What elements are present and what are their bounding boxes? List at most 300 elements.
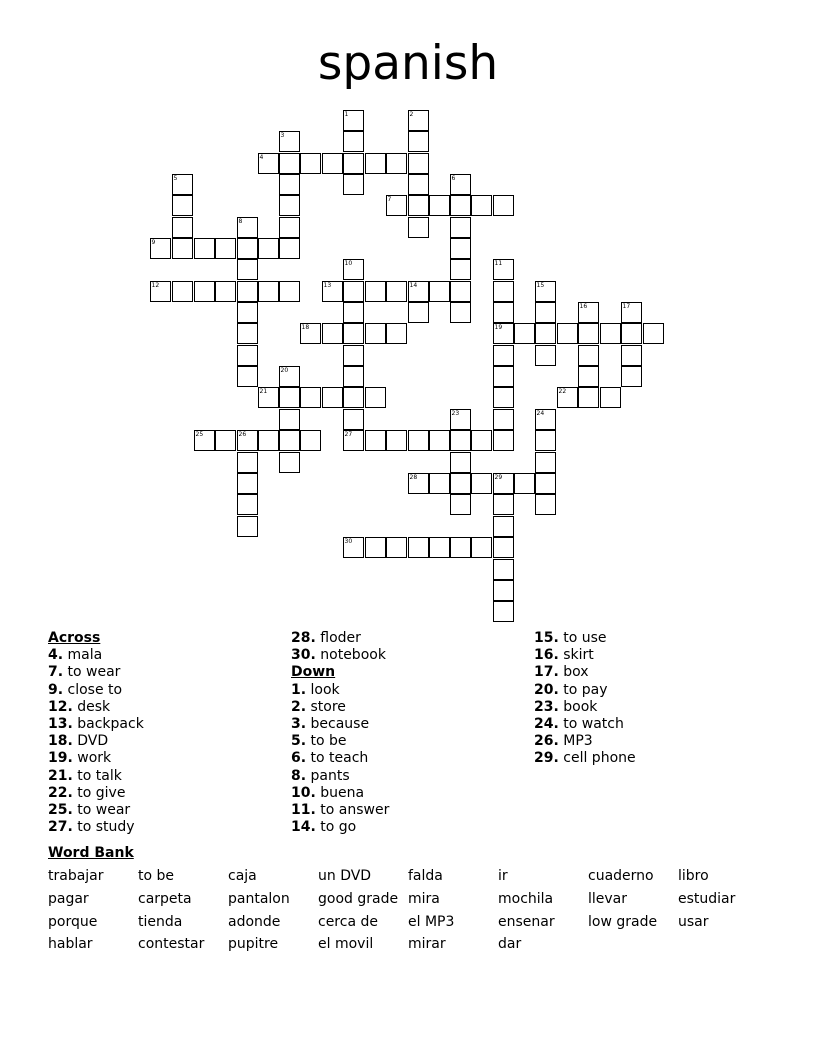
- grid-cell[interactable]: [300, 323, 321, 344]
- grid-cell[interactable]: [237, 452, 258, 473]
- grid-cell[interactable]: [493, 302, 514, 323]
- grid-cell[interactable]: [279, 387, 300, 408]
- clue-text: to go: [315, 819, 357, 836]
- word-bank-item: contestar: [138, 936, 205, 952]
- clue-number: 22.: [48, 784, 73, 801]
- grid-cell[interactable]: [493, 195, 514, 216]
- clue-number-label: 3: [280, 131, 285, 139]
- grid-cell[interactable]: [493, 559, 514, 580]
- clue-column-3: [534, 630, 636, 768]
- clue-text: backpack: [72, 716, 144, 733]
- grid-cell[interactable]: [386, 195, 407, 216]
- clue-number: 28.: [291, 630, 316, 646]
- grid-cell[interactable]: [408, 110, 429, 131]
- grid-cell[interactable]: [493, 580, 514, 601]
- clue-item: [291, 647, 389, 664]
- grid-cell[interactable]: [237, 366, 258, 387]
- clue-number-label: 7: [387, 195, 392, 203]
- grid-cell[interactable]: [535, 494, 556, 515]
- clue-number: 21.: [48, 767, 73, 784]
- grid-cell[interactable]: [535, 452, 556, 473]
- clue-number-label: 26: [238, 430, 247, 438]
- grid-cell[interactable]: [621, 302, 642, 323]
- grid-cell[interactable]: [408, 195, 429, 216]
- clue-number-label: 13: [323, 281, 332, 289]
- grid-cell[interactable]: [365, 281, 386, 302]
- grid-cell[interactable]: [493, 366, 514, 387]
- grid-cell[interactable]: [237, 430, 258, 451]
- grid-cell[interactable]: [258, 387, 279, 408]
- clue-number-label: 5: [173, 174, 178, 182]
- word-bank-item: ir: [498, 868, 508, 884]
- grid-cell[interactable]: [514, 473, 535, 494]
- clue-number-label: 16: [579, 302, 588, 310]
- word-bank-item: low grade: [588, 914, 658, 930]
- clue-number-label: 28: [409, 473, 418, 481]
- grid-cell[interactable]: [237, 281, 258, 302]
- clue-section-heading: Across: [48, 630, 101, 646]
- grid-cell[interactable]: [194, 238, 215, 259]
- word-bank-item: hablar: [48, 936, 93, 952]
- clue-item: [48, 768, 144, 785]
- grid-cell[interactable]: [493, 323, 514, 344]
- grid-cell[interactable]: [621, 323, 642, 344]
- grid-cell[interactable]: [450, 238, 471, 259]
- word-bank-item: dar: [498, 936, 522, 952]
- word-bank-item: pantalon: [228, 891, 290, 907]
- grid-cell[interactable]: [450, 537, 471, 558]
- clue-text: pants: [306, 767, 350, 784]
- clue-number: 13.: [48, 716, 73, 733]
- clue-text: to be: [306, 733, 347, 750]
- clue-number: 23.: [534, 698, 559, 715]
- grid-cell[interactable]: [493, 409, 514, 430]
- grid-cell[interactable]: [429, 537, 450, 558]
- clue-number-label: 15: [536, 281, 545, 289]
- grid-cell[interactable]: [279, 195, 300, 216]
- clue-number: 6.: [291, 750, 307, 767]
- grid-cell[interactable]: [535, 323, 556, 344]
- clue-text: to give: [72, 784, 126, 801]
- grid-cell[interactable]: [535, 345, 556, 366]
- grid-cell[interactable]: [450, 430, 471, 451]
- grid-cell[interactable]: [300, 387, 321, 408]
- grid-cell[interactable]: [258, 430, 279, 451]
- grid-cell[interactable]: [279, 366, 300, 387]
- word-bank-item: trabajar: [48, 868, 104, 884]
- clue-item: [534, 716, 636, 733]
- clue-text: to answer: [315, 802, 390, 819]
- word-bank-item: mira: [408, 891, 440, 907]
- grid-cell[interactable]: [621, 366, 642, 387]
- grid-cell[interactable]: [343, 345, 364, 366]
- grid-cell[interactable]: [322, 323, 343, 344]
- clue-item: [534, 630, 636, 647]
- clue-text: to wear: [72, 802, 131, 819]
- grid-cell[interactable]: [408, 281, 429, 302]
- grid-cell[interactable]: [237, 345, 258, 366]
- clue-number: 7.: [48, 664, 64, 681]
- grid-cell[interactable]: [471, 473, 492, 494]
- grid-cell[interactable]: [557, 323, 578, 344]
- grid-cell[interactable]: [429, 430, 450, 451]
- grid-cell[interactable]: [343, 259, 364, 280]
- clue-number-label: 29: [494, 473, 503, 481]
- clue-number: 14.: [291, 819, 316, 836]
- word-bank-item: adonde: [228, 914, 281, 930]
- word-bank-item: falda: [408, 868, 443, 884]
- clue-number: 27.: [48, 819, 73, 836]
- clue-text: MP3: [558, 733, 593, 750]
- clue-number: 15.: [534, 630, 559, 646]
- word-bank-item: mochila: [498, 891, 554, 907]
- clue-number-label: 6: [451, 174, 456, 182]
- grid-cell[interactable]: [237, 259, 258, 280]
- clue-number: 30.: [291, 647, 316, 664]
- grid-cell[interactable]: [493, 345, 514, 366]
- grid-cell[interactable]: [429, 473, 450, 494]
- clue-number: 12.: [48, 698, 73, 715]
- grid-cell[interactable]: [621, 345, 642, 366]
- grid-cell[interactable]: [322, 153, 343, 174]
- grid-cell[interactable]: [578, 387, 599, 408]
- clue-text: book: [558, 698, 598, 715]
- word-bank-item: tienda: [138, 914, 183, 930]
- grid-cell[interactable]: [172, 281, 193, 302]
- word-bank-item: to be: [138, 868, 175, 884]
- grid-cell[interactable]: [343, 281, 364, 302]
- clue-number: 9.: [48, 681, 64, 698]
- clue-item: [534, 647, 636, 664]
- grid-cell[interactable]: [535, 281, 556, 302]
- grid-cell[interactable]: [408, 430, 429, 451]
- word-bank-item: pupitre: [228, 936, 279, 952]
- clue-text: box: [558, 664, 589, 681]
- grid-cell[interactable]: [365, 323, 386, 344]
- grid-cell[interactable]: [279, 174, 300, 195]
- grid-cell[interactable]: [493, 430, 514, 451]
- grid-cell[interactable]: [514, 323, 535, 344]
- word-bank-item: llevar: [588, 891, 628, 907]
- clue-number-label: 27: [344, 430, 353, 438]
- clue-item: [534, 750, 636, 767]
- grid-cell[interactable]: [578, 302, 599, 323]
- clue-number-label: 1: [344, 110, 349, 118]
- clue-item: [48, 716, 144, 733]
- grid-cell[interactable]: [322, 387, 343, 408]
- clue-text: desk: [72, 698, 111, 715]
- clue-item: [291, 716, 389, 733]
- grid-cell[interactable]: [237, 217, 258, 238]
- grid-cell[interactable]: [408, 302, 429, 323]
- word-bank-item: usar: [678, 914, 709, 930]
- grid-cell[interactable]: [493, 601, 514, 622]
- grid-cell[interactable]: [471, 537, 492, 558]
- grid-cell[interactable]: [408, 537, 429, 558]
- grid-cell[interactable]: [408, 473, 429, 494]
- page-title: spanish: [317, 36, 499, 91]
- grid-cell[interactable]: [408, 153, 429, 174]
- grid-cell[interactable]: [578, 323, 599, 344]
- grid-cell[interactable]: [343, 430, 364, 451]
- grid-cell[interactable]: [471, 430, 492, 451]
- clue-number-label: 24: [536, 409, 545, 417]
- clue-number-label: 11: [494, 259, 503, 267]
- clue-number: 5.: [291, 733, 307, 750]
- word-bank-item: estudiar: [678, 891, 736, 907]
- grid-cell[interactable]: [450, 302, 471, 323]
- grid-cell[interactable]: [237, 302, 258, 323]
- clue-number-label: 17: [622, 302, 631, 310]
- clue-item: [291, 733, 389, 750]
- clue-number-label: 12: [151, 281, 160, 289]
- grid-cell[interactable]: [194, 281, 215, 302]
- clue-item: [291, 630, 389, 647]
- clue-text: work: [72, 750, 112, 767]
- clue-text: DVD: [72, 733, 109, 750]
- grid-cell[interactable]: [279, 281, 300, 302]
- grid-cell[interactable]: [450, 259, 471, 280]
- grid-cell[interactable]: [557, 387, 578, 408]
- grid-cell[interactable]: [365, 153, 386, 174]
- clue-number-label: 30: [344, 537, 353, 545]
- clue-text: to watch: [558, 716, 624, 733]
- word-bank-item: libro: [678, 868, 709, 884]
- grid-cell[interactable]: [343, 110, 364, 131]
- clue-number: 18.: [48, 733, 73, 750]
- grid-cell[interactable]: [643, 323, 664, 344]
- grid-cell[interactable]: [237, 516, 258, 537]
- grid-cell[interactable]: [343, 174, 364, 195]
- grid-cell[interactable]: [450, 452, 471, 473]
- grid-cell[interactable]: [194, 430, 215, 451]
- word-bank-item: carpeta: [138, 891, 192, 907]
- clue-text: buena: [315, 784, 365, 801]
- grid-cell[interactable]: [408, 131, 429, 152]
- grid-cell[interactable]: [535, 409, 556, 430]
- grid-cell[interactable]: [172, 174, 193, 195]
- clue-item: [291, 819, 389, 836]
- grid-cell[interactable]: [429, 281, 450, 302]
- grid-cell[interactable]: [258, 238, 279, 259]
- grid-cell[interactable]: [279, 430, 300, 451]
- grid-cell[interactable]: [578, 345, 599, 366]
- clue-text: look: [306, 681, 340, 698]
- clue-number: 10.: [291, 784, 316, 801]
- grid-cell[interactable]: [450, 281, 471, 302]
- grid-cell[interactable]: [343, 537, 364, 558]
- word-bank-item: good grade: [318, 891, 399, 907]
- clue-number: 11.: [291, 802, 316, 819]
- grid-cell[interactable]: [279, 153, 300, 174]
- grid-cell[interactable]: [493, 387, 514, 408]
- clue-text: notebook: [315, 647, 386, 664]
- word-bank-item: pagar: [48, 891, 89, 907]
- clue-item: [48, 647, 144, 664]
- clue-column-1: [48, 630, 144, 836]
- grid-cell[interactable]: [343, 366, 364, 387]
- grid-cell[interactable]: [386, 281, 407, 302]
- clue-text: skirt: [558, 647, 594, 664]
- grid-cell[interactable]: [471, 195, 492, 216]
- clue-item: [48, 682, 144, 699]
- clue-number-label: 22: [558, 387, 567, 395]
- grid-cell[interactable]: [493, 494, 514, 515]
- clue-number-label: 21: [259, 387, 268, 395]
- grid-cell[interactable]: [386, 430, 407, 451]
- grid-cell[interactable]: [237, 323, 258, 344]
- grid-cell[interactable]: [300, 430, 321, 451]
- grid-cell[interactable]: [215, 281, 236, 302]
- grid-cell[interactable]: [172, 238, 193, 259]
- grid-cell[interactable]: [450, 174, 471, 195]
- grid-cell[interactable]: [450, 195, 471, 216]
- clue-section-heading: Down: [291, 664, 336, 681]
- clue-item: [291, 802, 389, 819]
- clue-number: 29.: [534, 750, 559, 767]
- clue-number: 2.: [291, 698, 307, 715]
- grid-cell[interactable]: [386, 153, 407, 174]
- clue-number-label: 4: [259, 153, 264, 161]
- grid-cell[interactable]: [237, 473, 258, 494]
- grid-cell[interactable]: [343, 153, 364, 174]
- clue-item: [48, 819, 144, 836]
- clue-text: to talk: [72, 767, 122, 784]
- grid-cell[interactable]: [450, 473, 471, 494]
- grid-cell[interactable]: [343, 302, 364, 323]
- grid-cell[interactable]: [365, 537, 386, 558]
- clue-number: 1.: [291, 681, 307, 698]
- clue-number-label: 19: [494, 323, 503, 331]
- clue-number-label: 8: [238, 217, 243, 225]
- grid-cell[interactable]: [322, 281, 343, 302]
- clue-item: [291, 785, 389, 802]
- grid-cell[interactable]: [279, 131, 300, 152]
- clue-text: floder: [315, 630, 361, 646]
- grid-cell[interactable]: [172, 217, 193, 238]
- grid-cell[interactable]: [386, 323, 407, 344]
- clue-text: to pay: [558, 681, 608, 698]
- grid-cell[interactable]: [215, 238, 236, 259]
- grid-cell[interactable]: [535, 430, 556, 451]
- clue-number-label: 20: [280, 366, 289, 374]
- clue-item: [48, 750, 144, 767]
- clue-item: [48, 699, 144, 716]
- clue-number: 24.: [534, 716, 559, 733]
- clue-item: [48, 664, 144, 681]
- clue-text: to wear: [63, 664, 121, 681]
- clue-text: cell phone: [558, 750, 636, 767]
- clue-item: [291, 699, 389, 716]
- grid-cell[interactable]: [493, 281, 514, 302]
- grid-cell[interactable]: [408, 217, 429, 238]
- clue-text: to teach: [306, 750, 369, 767]
- grid-cell[interactable]: [535, 302, 556, 323]
- word-bank-item: mirar: [408, 936, 446, 952]
- clue-item: [291, 682, 389, 699]
- grid-cell[interactable]: [300, 153, 321, 174]
- grid-cell[interactable]: [535, 473, 556, 494]
- grid-cell[interactable]: [429, 195, 450, 216]
- word-bank-item: caja: [228, 868, 257, 884]
- grid-cell[interactable]: [493, 473, 514, 494]
- word-bank-item: ensenar: [498, 914, 555, 930]
- grid-cell[interactable]: [258, 281, 279, 302]
- grid-cell[interactable]: [279, 238, 300, 259]
- grid-cell[interactable]: [237, 494, 258, 515]
- grid-cell[interactable]: [450, 409, 471, 430]
- clue-item: [534, 733, 636, 750]
- grid-cell[interactable]: [450, 494, 471, 515]
- grid-cell[interactable]: [172, 195, 193, 216]
- clue-number-label: 9: [151, 238, 156, 246]
- clue-number: 8.: [291, 767, 307, 784]
- clue-text: to study: [72, 819, 135, 836]
- grid-cell[interactable]: [279, 217, 300, 238]
- grid-cell[interactable]: [386, 537, 407, 558]
- clue-text: close to: [63, 681, 123, 698]
- word-bank-item: el movil: [318, 936, 374, 952]
- clue-number: 19.: [48, 750, 73, 767]
- grid-cell[interactable]: [279, 409, 300, 430]
- clue-item: [48, 802, 144, 819]
- grid-cell[interactable]: [493, 537, 514, 558]
- word-bank-item: cuaderno: [588, 868, 654, 884]
- clue-item: [291, 750, 389, 767]
- grid-cell[interactable]: [600, 387, 621, 408]
- word-bank-item: porque: [48, 914, 98, 930]
- clue-number: 4.: [48, 647, 64, 664]
- grid-cell[interactable]: [578, 366, 599, 387]
- clue-number: 20.: [534, 681, 559, 698]
- grid-cell[interactable]: [237, 238, 258, 259]
- clue-number: 17.: [534, 664, 559, 681]
- grid-cell[interactable]: [215, 430, 236, 451]
- grid-cell[interactable]: [150, 238, 171, 259]
- grid-cell[interactable]: [600, 323, 621, 344]
- grid-cell[interactable]: [343, 323, 364, 344]
- clue-item: [534, 682, 636, 699]
- clue-item: [291, 768, 389, 785]
- clue-number-label: 25: [195, 430, 204, 438]
- grid-cell[interactable]: [150, 281, 171, 302]
- grid-cell[interactable]: [279, 452, 300, 473]
- grid-cell[interactable]: [493, 259, 514, 280]
- clue-number: 26.: [534, 733, 559, 750]
- clue-number: 3.: [291, 716, 307, 733]
- grid-cell[interactable]: [450, 217, 471, 238]
- grid-cell[interactable]: [343, 131, 364, 152]
- clue-text: because: [306, 716, 370, 733]
- grid-cell[interactable]: [258, 153, 279, 174]
- clue-number: 25.: [48, 802, 73, 819]
- clue-number: 16.: [534, 647, 559, 664]
- grid-cell[interactable]: [408, 174, 429, 195]
- grid-cell[interactable]: [343, 387, 364, 408]
- clue-column-2: [291, 630, 389, 836]
- clue-number-label: 10: [344, 259, 353, 267]
- clue-number-label: 18: [301, 323, 310, 331]
- word-bank-item: el MP3: [408, 914, 455, 930]
- clue-text: mala: [63, 647, 103, 664]
- grid-cell[interactable]: [343, 409, 364, 430]
- clue-text: to use: [558, 630, 607, 646]
- grid-cell[interactable]: [365, 387, 386, 408]
- word-bank-item: cerca de: [318, 914, 378, 930]
- clue-item: [48, 785, 144, 802]
- grid-cell[interactable]: [493, 516, 514, 537]
- grid-cell[interactable]: [365, 430, 386, 451]
